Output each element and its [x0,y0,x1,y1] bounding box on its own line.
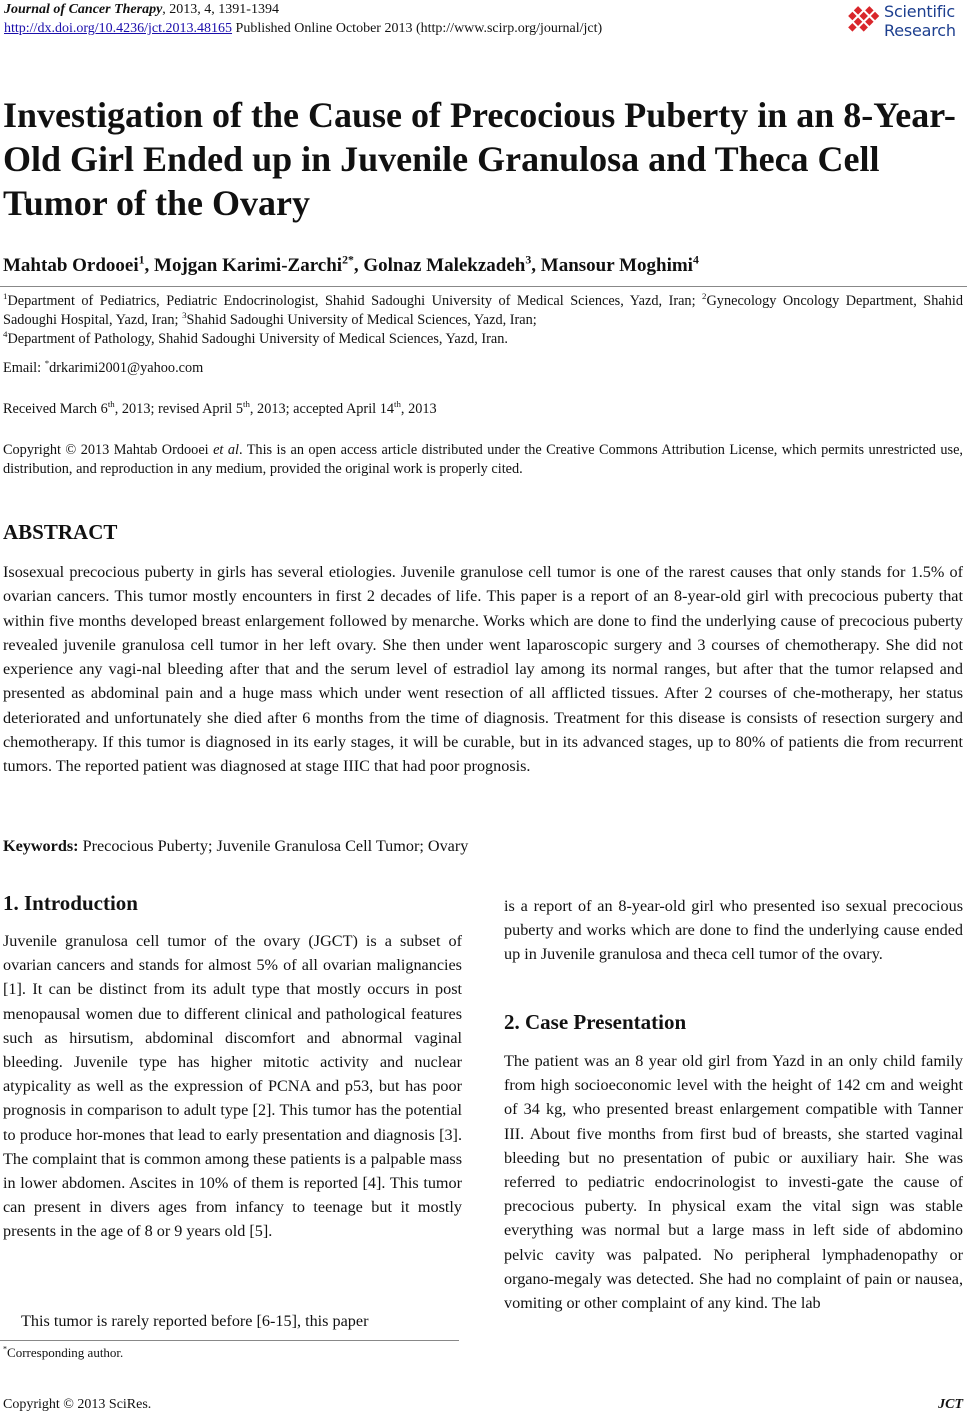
doi-line [4,21,602,37]
ordinal-suffix: th [242,399,250,410]
affiliation-mark: 4 [3,329,8,340]
affiliation-mark: 3 [182,310,187,321]
introduction-paragraph: Juvenile granulosa cell tumor of the ovary (JGCT) is a subset of ovarian cancers and stands for almost 5% of all ovarian malignancies [1]. It can be distinct from its adult type that mostly occurs in post menopausal women due to different clinical and pathological features such as hirsutism, abdominal discomfort and abnormal vaginal bleeding. Juvenile type has higher mitotic activity and nuclear atypicality as well as the expression of PCNA and p53, but has poor prognosis in comparison to adult type [2]. This tumor has the potential to produce hor-mones that lead to early presentation and diagnosis [3]. The complaint that is common among these patients is a palpable mass in lower abdomen. Ascites in 10% of them is reported [4]. This tumor can present in divers ages from infancy to teenage but it mostly presents in the age of 8 or 9 years old [5]. [3,932,462,1241]
footer-journal-abbrev: JCT [938,1397,963,1412]
affiliation-mark: 2 [702,291,707,302]
doi-link[interactable]: http://dx.doi.org/10.4236/jct.2013.48165 [4,21,233,36]
email-mark: * [44,358,50,369]
copyright-text: Copyright © 2013 Mahtab Ordooei [3,442,214,458]
ordinal-suffix: th [394,399,401,410]
footnote-mark: * [3,1344,8,1354]
keywords [3,837,963,856]
author-separator: , [531,255,541,276]
ordinal-suffix: th [107,399,115,410]
section-heading-introduction: 1. Introduction [3,891,138,915]
journal-name: Journal of Cancer Therapy [4,2,163,17]
affiliation-text: Department of Pathology, Shahid Sadoughi University of Medical Sciences, Yazd, Iran. [7,331,508,347]
accepted-date: , 2013; accepted April 14 [249,401,395,417]
author-separator: , [353,255,364,276]
author-name: Mansour Moghimi [540,255,693,276]
author-affiliation-mark: 4 [692,253,699,267]
introduction-paragraph: This tumor is rarely reported before [6-15], this paper [21,1312,369,1330]
paper-title: Investigation of the Cause of Precocious Puberty in an 8-Year-Old Girl Ended up in Juvenile Granulosa and Theca Cell Tumor of the Ovary [3,95,956,223]
logo-word-scientific: Scientific [884,2,955,21]
author-name: Mojgan Karimi-Zarchi [154,255,343,276]
section-heading-case-presentation: 2. Case Presentation [504,1010,687,1034]
affiliation-mark: 1 [3,291,8,302]
footnote-divider [0,1340,459,1341]
scientific-research-logo [846,2,964,42]
journal-volume-pages: , 2013, 4, 1391-1394 [162,2,279,17]
abstract-text: Isosexual precocious puberty in girls has several etiologies. Juvenile granulose cell tumor is one of the rarest causes that only stands for 1.5% of ovarian cancers. This tumor mostly encounters in first 2 decades of life. This paper is a report of an 8-year-old girl with precocious puberty that within five months developed breast enlargement followed by menarche. Works which are done to find the underlying cause of precocious puberty revealed juvenile granulosa cell tumor in her left ovary. She then under went laparoscopic surgery and 3 courses of chemotherapy. She did not experience any vagi-nal bleeding after that and the serum level of estradiol lay among its normal ranges, but after that the tumor relapsed and presented as abdominal pain and a huge mass which under went resection of all afflicted tissues. After 2 courses of che-motherapy, her status deteriorated and unfortunately she died after 6 months from the time of diagnosis. Treatment for this disease is consists of resection surgery and chemotherapy. If this tumor is diagnosed in its early stages, it will be curable, but in its advanced stages, up to 80% of patients die from recurrent tumors. The reported patient was diagnosed at stage IIIC that had poor prognosis. [3,563,963,776]
copyright-etal: et al [213,442,239,458]
author-affiliation-mark: 3 [525,253,532,267]
author-separator: , [144,255,155,276]
received-date: Received March 6 [3,401,108,417]
header-divider [0,286,967,287]
footnote-text: Corresponding author. [7,1345,124,1360]
affiliation-text: Department of Pediatrics, Pediatric Endocrinologist, Shahid Sadoughi University of Medical Sciences, Yazd, Iran; [7,293,703,309]
affiliation-text: Shahid Sadoughi University of Medical Sciences, Yazd, Iran; [186,312,537,328]
date-year: , 2013 [400,401,437,417]
logo-word-research: Research [884,21,956,40]
published-online: Published Online October 2013 (http://www.scirp.org/journal/jct) [232,21,603,36]
email-label: Email: [3,360,45,376]
keywords-label: Keywords: [3,837,79,855]
journal-citation [4,2,279,18]
email-address[interactable]: drkarimi2001@yahoo.com [49,360,204,376]
footer-copyright: Copyright © 2013 SciRes. [3,1397,152,1412]
copyright-notice [3,441,963,479]
abstract-heading: ABSTRACT [3,520,118,544]
received-dates [3,400,963,419]
author-list [3,255,699,277]
email-line [3,359,963,378]
revised-date: , 2013; revised April 5 [114,401,243,417]
footnote [3,1345,123,1361]
author-name: Golnaz Malekzadeh [363,255,526,276]
introduction-continuation: is a report of an 8-year-old girl who presented iso sexual precocious puberty and works which are done to find the underlying cause ended up in Juvenile granulosa and theca cell tumor of the ovary. [504,897,963,964]
logo-mark-icon [846,2,882,42]
case-presentation-paragraph: The patient was an 8 year old girl from Yazd in an only child family from high socioeconomic level with the height of 142 cm and weight of 34 kg, who presented breast enlargement compatible with Tanner III. About five months from first bud of breasts, she started vaginal bleeding but no presentation of pubic or auxiliary hair. She was referred to pediatric endocrinologist to investi-gate the cause of precocious puberty. In physical exam the vital sign was stable everything was normal but a large mass in left side of abdomino pelvic cavity was palpated. No peripheral lymphadenopathy or organo-megaly was detected. She had no complaint of pain or nausea, vomiting or other complaint of any kind. The lab [504,1052,963,1313]
author-affiliation-mark: 2* [342,253,354,267]
copyright-license: . This is an open access article distributed under the Creative Commons Attribution License, which permits unrestricted use, distribution, and reproduction in any medium, provided the original work is properly cited. [3,442,963,477]
author-affiliation-mark: 1 [138,253,145,267]
affiliations [3,292,963,349]
affiliation-text: Gynecology Oncology Department, Shahid Sadoughi Hospital, Yazd, Iran; [3,293,963,328]
author-name: Mahtab Ordooei [3,255,139,276]
keywords-text: Precocious Puberty; Juvenile Granulosa Cell Tumor; Ovary [78,837,469,855]
